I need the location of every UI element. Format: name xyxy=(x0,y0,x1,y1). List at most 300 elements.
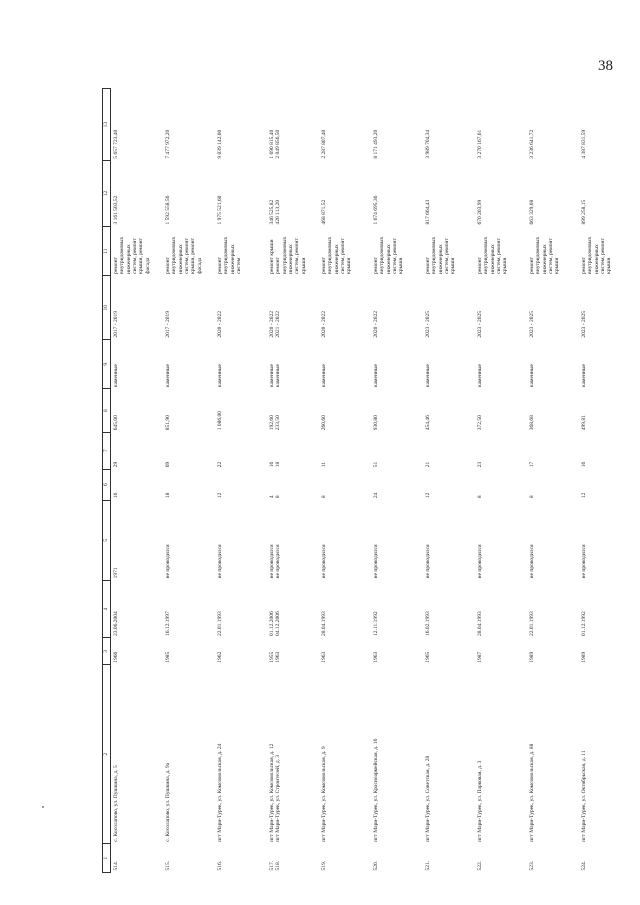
cell-line: 4 387 831,59 xyxy=(581,129,587,159)
cell-line: не проводился xyxy=(477,544,483,579)
cell-cost12 xyxy=(267,161,319,227)
cell-line: 11 xyxy=(321,461,327,468)
cell-mat xyxy=(475,340,527,389)
cell-period xyxy=(371,276,423,340)
cell-date xyxy=(319,580,371,638)
cell-line: 1963 xyxy=(321,651,327,663)
cell-line: 22.01.1993 xyxy=(529,611,535,636)
cell-date xyxy=(423,580,475,638)
cell-floors xyxy=(163,469,215,500)
cell-text: ремонт внутридомовых инженерных систем, ремонт крыши xyxy=(373,236,405,274)
cell-line: не проводился xyxy=(425,544,431,579)
cell-period xyxy=(319,276,371,340)
cell-line: 260,60 xyxy=(321,415,327,431)
cell-line: пгт Мари-Турек, ул. Комсомольская, д. 24 xyxy=(217,743,223,842)
cell-text: 516. xyxy=(217,860,223,871)
cell-line: каменные xyxy=(275,364,282,387)
cell-mat xyxy=(319,340,371,389)
cell-text: 515. xyxy=(165,860,171,871)
cell-text: ремонт внутридомовых инженерных систем, ремонт крыши xyxy=(321,236,353,274)
cell-priv xyxy=(215,500,267,580)
cell-period xyxy=(423,276,475,340)
cell-line: 69 xyxy=(165,461,171,468)
cell-text: 521. xyxy=(425,860,431,871)
cell-line: каменные xyxy=(113,364,119,387)
cell-addr xyxy=(319,665,371,844)
cell-line: 51 xyxy=(373,461,379,468)
cell-text: ремонт внутридомовых инженерных систем, ремонт крыши xyxy=(581,236,613,274)
cell-line: 817 664,43 xyxy=(425,199,431,225)
cell-year xyxy=(215,638,267,665)
cell-works xyxy=(163,226,215,275)
cell-cost13 xyxy=(319,89,371,161)
cell-num xyxy=(215,844,267,873)
cell-cost13 xyxy=(267,89,319,161)
cell-line: 1963 xyxy=(275,651,282,663)
cell-period xyxy=(163,276,215,340)
cell-date xyxy=(267,580,319,638)
cell-line: каменные xyxy=(373,364,379,387)
cell-year xyxy=(163,638,215,665)
column-header-8: 8 xyxy=(103,389,111,432)
cell-line: 1 592 558,56 xyxy=(165,195,171,225)
cell-addr xyxy=(215,665,267,844)
cell-period xyxy=(267,276,319,340)
cell-floors xyxy=(111,469,164,500)
column-header-7: 7 xyxy=(103,432,111,469)
cell-line: 2020 - 2022 xyxy=(217,311,223,338)
cell-date xyxy=(527,580,579,638)
cell-line: 420 113,20 xyxy=(275,199,282,225)
cell-text: ремонт крыши ремонт внутридомовых инженерных систем, ремонт крыши xyxy=(269,236,307,274)
cell-line: 1955 xyxy=(269,651,275,663)
cell-text: 522. xyxy=(477,860,483,871)
cell-line: с. Косолапово, ул. Пушкина, д. 9а xyxy=(165,762,171,842)
cell-year xyxy=(579,638,631,665)
cell-text: ремонт внутридомовых инженерных систем, ремонт крыши, ремонт фасада xyxy=(165,236,203,274)
cell-line: каменные xyxy=(529,364,535,387)
cell-num xyxy=(475,844,527,873)
cell-works xyxy=(423,226,475,275)
column-header-12: 12 xyxy=(103,161,111,227)
cell-year xyxy=(371,638,423,665)
cell-line: 8 xyxy=(321,495,327,499)
cell-line: 12.11.1992 xyxy=(373,611,379,636)
housing-repair-table xyxy=(102,88,631,873)
cell-line: 1987 xyxy=(477,651,483,663)
cell-priv xyxy=(423,500,475,580)
cell-cost13 xyxy=(111,89,164,161)
cell-floors xyxy=(527,469,579,500)
cell-year xyxy=(319,638,371,665)
cell-line: не проводился xyxy=(373,544,379,579)
cell-cost12 xyxy=(215,161,267,227)
cell-mat xyxy=(215,340,267,389)
cell-floors xyxy=(475,469,527,500)
cell-cost13 xyxy=(527,89,579,161)
column-header-5: 5 xyxy=(103,500,111,580)
cell-text: ремонт внутридомовых инженерных систем, ремонт крыши xyxy=(425,236,457,274)
cell-line: 8 xyxy=(477,495,483,499)
cell-line: 8 xyxy=(529,495,535,499)
cell-line: 28.04.1993 xyxy=(321,611,327,636)
cell-line: 3 270 167,61 xyxy=(477,129,483,159)
cell-line: 23.06.2004 xyxy=(113,611,119,636)
cell-apts xyxy=(267,432,319,469)
cell-line: не проводился xyxy=(321,544,327,579)
cell-line: 1985 xyxy=(165,651,171,663)
cell-area xyxy=(111,389,164,432)
table-row xyxy=(579,89,631,873)
cell-line: 499,81 xyxy=(581,415,587,431)
cell-floors xyxy=(267,469,319,500)
cell-text: ремонт внутридомовых инженерных систем, ремонт крыши xyxy=(477,236,509,274)
cell-line: 5 657 723,40 xyxy=(113,129,119,159)
cell-line: 346 525,82 xyxy=(269,199,275,225)
cell-line: 18 xyxy=(275,461,282,468)
cell-line: не проводился xyxy=(269,544,275,579)
cell-period xyxy=(215,276,267,340)
cell-line: 851,90 xyxy=(165,415,171,431)
cell-priv xyxy=(579,500,631,580)
cell-line: 3 236 641,72 xyxy=(529,129,535,159)
cell-line: 17 xyxy=(529,461,535,468)
cell-works xyxy=(319,226,371,275)
cell-line: 2020 - 2022 xyxy=(321,311,327,338)
cell-line: 28.04.1993 xyxy=(477,611,483,636)
cell-line: каменные xyxy=(321,364,327,387)
cell-period xyxy=(475,276,527,340)
table-row xyxy=(319,89,371,873)
cell-addr xyxy=(423,665,475,844)
cell-works xyxy=(111,226,164,275)
cell-line: 468 871,52 xyxy=(321,199,327,225)
cell-line: 645,00 xyxy=(113,415,119,431)
cell-mat xyxy=(423,340,475,389)
cell-addr xyxy=(579,665,631,844)
cell-year xyxy=(267,638,319,665)
cell-addr xyxy=(475,665,527,844)
table-row xyxy=(163,89,215,873)
cell-line: 3 989 704,34 xyxy=(425,129,431,159)
cell-line: 2 049 856,50 xyxy=(275,129,282,159)
cell-line: 2020 - 2022 xyxy=(269,311,275,338)
cell-line: 1962 xyxy=(217,651,223,663)
cell-line: 7 477 972,20 xyxy=(165,129,171,159)
cell-line: 18 xyxy=(165,492,171,499)
cell-apts xyxy=(163,432,215,469)
column-header-13: 13 xyxy=(103,89,111,161)
cell-addr xyxy=(163,665,215,844)
cell-line: 12 xyxy=(425,492,431,499)
cell-line: 2023 - 2025 xyxy=(425,311,431,338)
column-header-11: 11 xyxy=(103,226,111,275)
cell-mat xyxy=(527,340,579,389)
cell-addr xyxy=(111,665,164,844)
cell-line: 29 xyxy=(113,461,119,468)
cell-text: ремонт внутридомовых инженерных систем, ремонт крыши xyxy=(529,236,561,274)
cell-line: 1966 xyxy=(113,651,119,663)
cell-works xyxy=(267,226,319,275)
cell-works xyxy=(579,226,631,275)
cell-line: 23 xyxy=(477,461,483,468)
cell-line: 9 039 142,00 xyxy=(217,129,223,159)
cell-period xyxy=(111,276,164,340)
cell-cost12 xyxy=(111,161,164,227)
cell-priv xyxy=(527,500,579,580)
cell-line: 2 287 807,40 xyxy=(321,129,327,159)
column-header-6: 6 xyxy=(103,469,111,500)
cell-area xyxy=(215,389,267,432)
cell-cost13 xyxy=(579,89,631,161)
cell-line: не проводился xyxy=(581,544,587,579)
table-row xyxy=(527,89,579,873)
cell-line: 16.02.1993 xyxy=(425,611,431,636)
cell-line: каменные xyxy=(165,364,171,387)
cell-line: 2017 - 2019 xyxy=(165,311,171,338)
cell-line: 8 xyxy=(275,495,282,499)
table-body xyxy=(111,89,632,873)
cell-text: ремонт внутридомовых инженерных систем, ремонт крыши, ремонт фасада xyxy=(113,236,151,274)
cell-text: 523. xyxy=(529,860,535,871)
cell-period xyxy=(579,276,631,340)
cell-floors xyxy=(215,469,267,500)
cell-num xyxy=(163,844,215,873)
cell-cost12 xyxy=(163,161,215,227)
cell-cost12 xyxy=(475,161,527,227)
cell-line: 2023 - 2025 xyxy=(477,311,483,338)
cell-cost12 xyxy=(371,161,423,227)
cell-line: 1 674 695,36 xyxy=(373,195,379,225)
cell-line: 454,46 xyxy=(425,415,431,431)
cell-floors xyxy=(579,469,631,500)
cell-mat xyxy=(163,340,215,389)
cell-year xyxy=(475,638,527,665)
cell-line: каменные xyxy=(425,364,431,387)
cell-line: не проводился xyxy=(275,544,282,579)
cell-line: 1 975 521,60 xyxy=(217,195,223,225)
cell-apts xyxy=(423,432,475,469)
cell-line: 16 xyxy=(581,461,587,468)
cell-text: 514. xyxy=(113,860,119,871)
cell-cost12 xyxy=(319,161,371,227)
cell-num xyxy=(371,844,423,873)
cell-addr xyxy=(527,665,579,844)
table-row xyxy=(267,89,319,873)
cell-line: 22.01.1993 xyxy=(217,611,223,636)
cell-date xyxy=(111,580,164,638)
cell-line: 01.12.2006 xyxy=(269,611,275,636)
cell-works xyxy=(215,226,267,275)
cell-line: 2023 - 2025 xyxy=(529,311,535,338)
cell-addr xyxy=(371,665,423,844)
cell-area xyxy=(579,389,631,432)
cell-priv xyxy=(111,500,164,580)
cell-line: 2020 - 2022 xyxy=(373,311,379,338)
cell-line: 1989 xyxy=(529,651,535,663)
cell-cost13 xyxy=(475,89,527,161)
cell-text: 520. xyxy=(373,860,379,871)
scan-speck xyxy=(42,806,44,808)
column-header-4: 4 xyxy=(103,580,111,638)
cell-line: 1971 xyxy=(113,567,119,579)
cell-line: каменные xyxy=(477,364,483,387)
cell-text: 517. 518. xyxy=(269,860,282,871)
cell-line: 1 690 815,40 xyxy=(269,129,275,159)
cell-line: 8 171 493,20 xyxy=(373,129,379,159)
cell-line: 2023 - 2025 xyxy=(581,311,587,338)
cell-line: 2017 - 2019 xyxy=(113,311,119,338)
cell-line: 12 xyxy=(217,492,223,499)
cell-date xyxy=(579,580,631,638)
cell-works xyxy=(475,226,527,275)
cell-line: 233,50 xyxy=(275,415,282,431)
cell-num xyxy=(527,844,579,873)
column-number-row xyxy=(103,89,111,873)
cell-apts xyxy=(215,432,267,469)
cell-line: 3 161 503,52 xyxy=(113,195,119,225)
cell-year xyxy=(111,638,164,665)
cell-priv xyxy=(371,500,423,580)
cell-line: 2021 - 2022 xyxy=(275,311,282,338)
table-row xyxy=(111,89,164,873)
cell-line: пгт Мари-Турек, ул. Октябрьская, д. 11 xyxy=(581,750,587,842)
cell-text: 524. xyxy=(581,860,587,871)
cell-line: 04.12.2006 xyxy=(275,611,282,636)
cell-period xyxy=(527,276,579,340)
cell-priv xyxy=(475,500,527,580)
cell-line: пгт Мари-Турек, ул. Советская, д. 28 xyxy=(425,755,431,842)
cell-text: ремонт внутридомовых инженерных систем xyxy=(217,236,242,274)
cell-mat xyxy=(111,340,164,389)
cell-line: не проводился xyxy=(165,544,171,579)
cell-apts xyxy=(319,432,371,469)
cell-cost12 xyxy=(423,161,475,227)
cell-priv xyxy=(319,500,371,580)
cell-line: 372,50 xyxy=(477,415,483,431)
cell-line: 663 329,08 xyxy=(529,199,535,225)
cell-addr xyxy=(267,665,319,844)
cell-line: 4 xyxy=(269,495,275,499)
cell-line: не проводился xyxy=(529,544,535,579)
cell-line: 670 203,99 xyxy=(477,199,483,225)
cell-date xyxy=(163,580,215,638)
cell-floors xyxy=(371,469,423,500)
cell-apts xyxy=(371,432,423,469)
cell-num xyxy=(319,844,371,873)
cell-apts xyxy=(475,432,527,469)
cell-line: 368,68 xyxy=(529,415,535,431)
table-row xyxy=(215,89,267,873)
cell-line: 22 xyxy=(217,461,223,468)
cell-apts xyxy=(111,432,164,469)
cell-line: с. Косолапово, ул. Пушкина, д. 5 xyxy=(113,765,119,842)
cell-cost12 xyxy=(579,161,631,227)
rotated-table-container xyxy=(102,88,613,873)
cell-line: каменные xyxy=(269,364,275,387)
cell-cost12 xyxy=(527,161,579,227)
table-row xyxy=(371,89,423,873)
cell-works xyxy=(371,226,423,275)
cell-area xyxy=(163,389,215,432)
cell-line: 930,80 xyxy=(373,415,379,431)
cell-apts xyxy=(527,432,579,469)
cell-line: 24 xyxy=(373,492,379,499)
cell-date xyxy=(475,580,527,638)
page-number: 38 xyxy=(598,58,613,74)
cell-mat xyxy=(579,340,631,389)
cell-line: 01.12.1992 xyxy=(581,611,587,636)
cell-line: 1 086,00 xyxy=(217,410,223,431)
cell-line: 1989 xyxy=(581,651,587,663)
cell-area xyxy=(267,389,319,432)
column-header-2: 2 xyxy=(103,665,111,844)
cell-line: каменные xyxy=(217,364,223,387)
column-header-1: 1 xyxy=(103,844,111,873)
cell-priv xyxy=(163,500,215,580)
cell-num xyxy=(267,844,319,873)
cell-date xyxy=(215,580,267,638)
cell-cost13 xyxy=(371,89,423,161)
column-header-10: 10 xyxy=(103,276,111,340)
cell-text: 519. xyxy=(321,860,327,871)
table-row xyxy=(475,89,527,873)
cell-line: 16 xyxy=(113,492,119,499)
rotated-table-sheet xyxy=(102,88,640,873)
cell-line: 899 258,15 xyxy=(581,199,587,225)
cell-priv xyxy=(267,500,319,580)
cell-line: пгт Мари-Турек, ул. Комсомольская, д. 9 xyxy=(321,746,327,842)
cell-line: пгт Мари-Турек, ул. Комсомольская, д. 88 xyxy=(529,743,535,842)
cell-line: пгт Мари-Турек, ул. Парковая, д. 3 xyxy=(477,760,483,842)
cell-mat xyxy=(267,340,319,389)
cell-num xyxy=(423,844,475,873)
cell-line: 12 xyxy=(581,492,587,499)
cell-cost13 xyxy=(163,89,215,161)
cell-area xyxy=(423,389,475,432)
cell-line: 192,60 xyxy=(269,415,275,431)
cell-date xyxy=(371,580,423,638)
cell-line: 16.12.1997 xyxy=(165,611,171,636)
cell-cost13 xyxy=(215,89,267,161)
table-row xyxy=(423,89,475,873)
cell-line: 21 xyxy=(425,461,431,468)
cell-area xyxy=(319,389,371,432)
cell-num xyxy=(579,844,631,873)
cell-mat xyxy=(371,340,423,389)
cell-line: 16 xyxy=(269,461,275,468)
cell-num xyxy=(111,844,164,873)
cell-line: пгт Мари-Турек, ул. Красноармейская, д. 16 xyxy=(373,738,379,842)
cell-line: не проводился xyxy=(217,544,223,579)
cell-cost13 xyxy=(423,89,475,161)
cell-line: пгт Мари-Турек, ул. Комсомольская, д. 12 xyxy=(269,743,275,842)
cell-line: 1963 xyxy=(373,651,379,663)
cell-area xyxy=(527,389,579,432)
cell-year xyxy=(423,638,475,665)
cell-works xyxy=(527,226,579,275)
column-header-3: 3 xyxy=(103,638,111,665)
cell-area xyxy=(475,389,527,432)
cell-floors xyxy=(319,469,371,500)
cell-line: 1965 xyxy=(425,651,431,663)
cell-floors xyxy=(423,469,475,500)
cell-year xyxy=(527,638,579,665)
column-header-9: 9 xyxy=(103,340,111,389)
cell-apts xyxy=(579,432,631,469)
cell-line: каменные xyxy=(581,364,587,387)
cell-area xyxy=(371,389,423,432)
